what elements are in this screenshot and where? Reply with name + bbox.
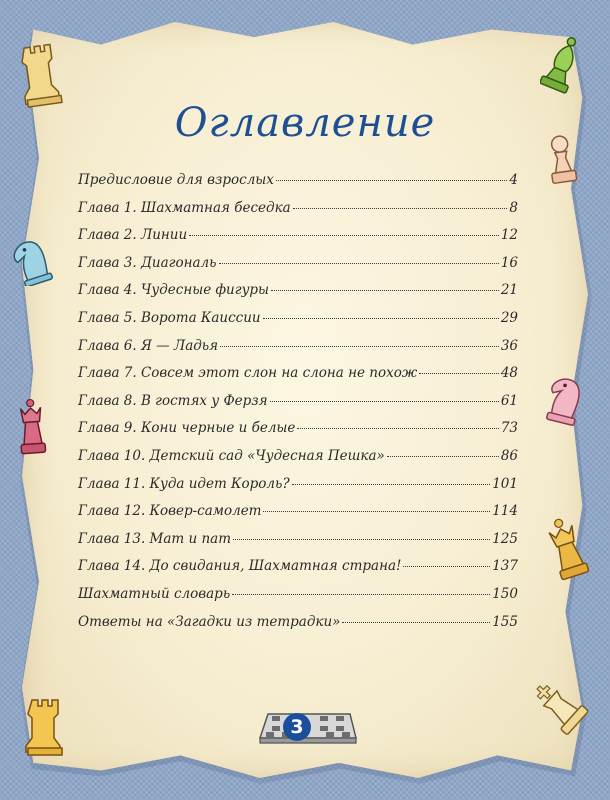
toc-entry-page: 16 [500, 254, 518, 271]
rook-icon [18, 40, 64, 110]
table-of-contents [78, 172, 518, 641]
page-title: Оглавление [174, 100, 436, 146]
leader-dots [263, 317, 499, 319]
toc-entry-page: 29 [500, 309, 518, 326]
toc-entry-page: 4 [509, 172, 518, 188]
leader-dots [292, 483, 491, 485]
toc-entry-page: 155 [492, 613, 518, 630]
toc-entry-label: Глава 13. Мат и пат [78, 530, 232, 547]
toc-entry[interactable] [78, 227, 518, 255]
toc-entry-page: 61 [500, 392, 518, 409]
toc-entry-label: Глава 3. Диагональ [78, 254, 217, 271]
toc-entry[interactable] [78, 255, 518, 283]
king-icon [530, 676, 590, 738]
toc-entry[interactable] [78, 614, 518, 642]
toc-entry-label: Глава 11. Куда идет Король? [78, 475, 290, 492]
toc-entry[interactable] [78, 531, 518, 559]
page-number: 3 [283, 713, 311, 741]
leader-dots [189, 234, 499, 236]
leader-dots [263, 510, 490, 512]
toc-entry-label: Глава 14. До свидания, Шахматная страна! [78, 558, 402, 575]
queen-icon [14, 398, 50, 460]
toc-entry-label: Глава 8. В гостях у Ферзя [78, 392, 268, 409]
rook-icon [24, 694, 66, 758]
toc-entry[interactable] [78, 282, 518, 310]
toc-entry-label: Глава 6. Я — Ладья [78, 337, 219, 354]
leader-dots [387, 455, 499, 457]
toc-entry[interactable] [78, 172, 518, 200]
toc-entry-label: Глава 4. Чудесные фигуры [78, 282, 270, 299]
leader-dots [233, 538, 490, 540]
leader-dots [419, 372, 499, 374]
toc-entry[interactable] [78, 338, 518, 366]
toc-entry-label: Глава 5. Ворота Каиссии [78, 309, 261, 326]
toc-entry[interactable] [78, 420, 518, 448]
toc-entry-page: 114 [492, 503, 518, 520]
toc-entry-label: Глава 2. Линии [78, 227, 188, 244]
toc-entry-page: 21 [500, 282, 518, 299]
toc-entry-page: 125 [492, 530, 518, 547]
toc-entry-label: Глава 9. Кони черные и белые [78, 420, 296, 437]
toc-entry-page: 137 [492, 558, 518, 575]
toc-entry-label: Шахматный словарь [78, 585, 231, 602]
toc-entry[interactable] [78, 586, 518, 614]
toc-entry-label: Глава 1. Шахматная беседка [78, 199, 291, 216]
queen-icon [544, 516, 590, 582]
toc-entry-label: Глава 7. Совсем этот слон на слона не похож [78, 365, 418, 382]
toc-entry-page: 48 [500, 365, 518, 382]
toc-entry[interactable] [78, 365, 518, 393]
pawn-icon [544, 132, 580, 190]
toc-entry[interactable] [78, 448, 518, 476]
toc-entry[interactable] [78, 200, 518, 228]
leader-dots [293, 207, 508, 209]
toc-entry-page: 36 [500, 337, 518, 354]
toc-entry[interactable] [78, 393, 518, 421]
leader-dots [276, 179, 507, 181]
toc-entry-page: 150 [492, 585, 518, 602]
toc-entry-label: Глава 10. Детский сад «Чудесная Пешка» [78, 447, 385, 464]
leader-dots [297, 427, 498, 429]
leader-dots [342, 621, 490, 623]
leader-dots [219, 262, 499, 264]
toc-entry-page: 86 [500, 447, 518, 464]
knight-icon [542, 370, 590, 426]
leader-dots [271, 289, 499, 291]
toc-entry-page: 73 [500, 420, 518, 437]
toc-entry[interactable] [78, 503, 518, 531]
leader-dots [270, 400, 499, 402]
toc-entry-label: Ответы на «Загадки из тетрадки» [78, 613, 341, 630]
toc-entry[interactable] [78, 558, 518, 586]
leader-dots [403, 565, 490, 567]
toc-entry-page: 12 [500, 227, 518, 244]
toc-entry[interactable] [78, 476, 518, 504]
toc-entry-label: Предисловие для взрослых [78, 172, 274, 188]
knight-icon [8, 234, 56, 286]
toc-entry-page: 8 [509, 199, 518, 216]
toc-entry[interactable] [78, 310, 518, 338]
leader-dots [232, 593, 490, 595]
leader-dots [220, 345, 499, 347]
bishop-icon [540, 34, 584, 96]
toc-entry-label: Глава 12. Ковер-самолет [78, 503, 262, 520]
toc-entry-page: 101 [492, 475, 518, 492]
